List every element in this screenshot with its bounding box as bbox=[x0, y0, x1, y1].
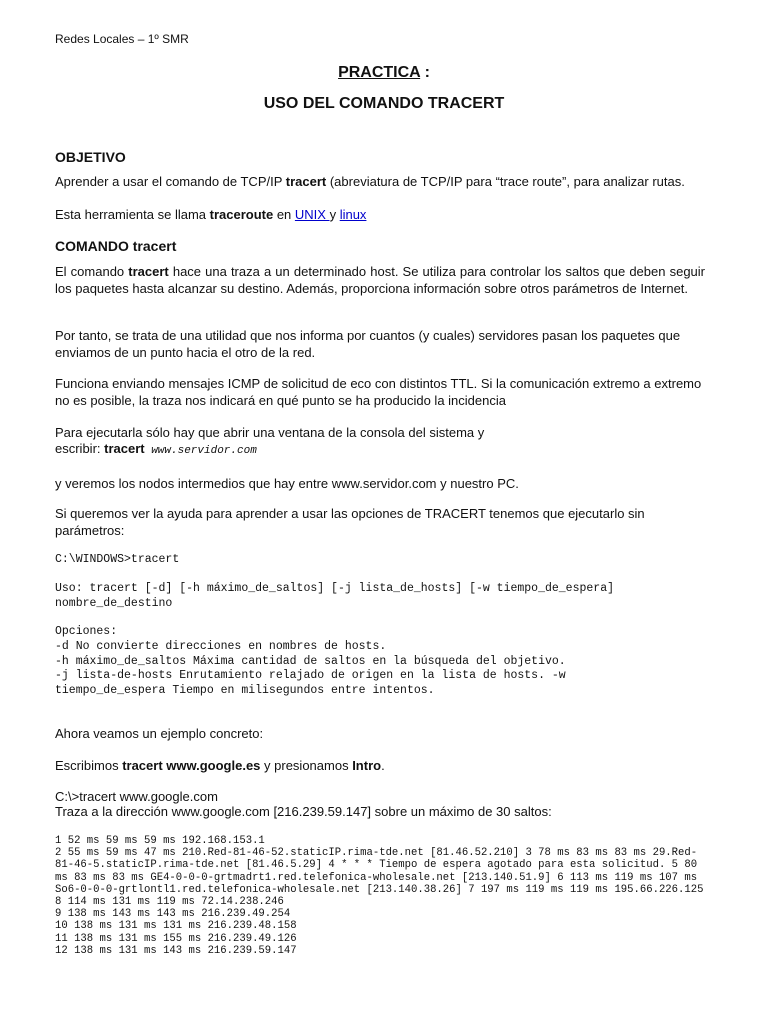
inline-code: www.servidor.com bbox=[144, 445, 257, 457]
text: en bbox=[273, 207, 295, 222]
text: Escribimos bbox=[55, 758, 123, 773]
help-option-h: -h máximo_de_saltos Máxima cantidad de saltos en la búsqueda del objetivo. bbox=[55, 655, 566, 668]
bold-text: tracert bbox=[128, 264, 169, 279]
help-command: C:\WINDOWS>tracert bbox=[55, 553, 180, 566]
section-heading-comando: COMANDO tracert bbox=[55, 238, 177, 254]
section-heading-objetivo: OBJETIVO bbox=[55, 149, 126, 165]
text: escribir: bbox=[55, 441, 105, 456]
comando-paragraph-2: Por tanto, se trata de una utilidad que nos informa por cuantos (y cuales) servidores pasan los paquetes que enviamos de un punto hacia el otro de la red. bbox=[55, 328, 681, 360]
bold-text: traceroute bbox=[209, 207, 274, 222]
comando-paragraph-6: Si queremos ver la ayuda para aprender a usar las opciones de TRACERT tenemos que ejecutarlo sin parámetros: bbox=[55, 506, 645, 538]
title-word: PRACTICA bbox=[338, 64, 421, 81]
text: El comando bbox=[55, 264, 129, 279]
help-option-j: -j lista-de-hosts Enrutamiento relajado de origen en la lista de hosts. -w bbox=[55, 669, 566, 682]
bold-text: tracert bbox=[104, 441, 145, 456]
bold-text: Intro bbox=[352, 758, 382, 773]
page-header: Redes Locales – 1º SMR bbox=[55, 32, 189, 46]
trace-line: 11 138 ms 131 ms 155 ms 216.239.49.126 bbox=[55, 932, 297, 945]
text: (abreviatura de TCP/IP para “trace route”, para analizar rutas. bbox=[326, 174, 685, 189]
ejemplo-paragraph-2 bbox=[55, 758, 705, 775]
ejemplo-command: C:\>tracert www.google.com bbox=[55, 789, 218, 804]
comando-paragraph-4-line1: Para ejecutarla sólo hay que abrir una ventana de la consola del sistema y bbox=[55, 425, 485, 440]
help-options-title: Opciones: bbox=[55, 625, 118, 638]
comando-paragraph-3: Funciona enviando mensajes ICMP de solicitud de eco con distintos TTL. Si la comunicación extremo a extremo no es posible, la traza nos indicará en qué punto se ha producido la incidencia bbox=[55, 376, 702, 408]
trace-output bbox=[55, 835, 715, 957]
trace-line: 1 52 ms 59 ms 59 ms 192.168.153.1 bbox=[55, 835, 265, 847]
help-usage-line-2: nombre_de_destino bbox=[55, 597, 173, 610]
trace-line: 9 138 ms 143 ms 143 ms 216.239.49.254 bbox=[55, 908, 291, 921]
linux-link[interactable]: linux bbox=[339, 207, 367, 222]
ejemplo-paragraph-1: Ahora veamos un ejemplo concreto: bbox=[55, 726, 264, 741]
text: y presionamos bbox=[260, 758, 353, 773]
help-usage-line-1: Uso: tracert [-d] [-h máximo_de_saltos] [-j lista_de_hosts] [-w tiempo_de_espera] bbox=[55, 582, 614, 595]
text: y bbox=[329, 207, 340, 222]
help-option-d: -d No convierte direcciones en nombres de hosts. bbox=[55, 640, 387, 653]
comando-paragraph-5: y veremos los nodos intermedios que hay entre www.servidor.com y nuestro PC. bbox=[55, 476, 519, 491]
title-suffix: : bbox=[420, 64, 430, 81]
comando-paragraph-4-line2 bbox=[55, 441, 705, 460]
trace-line: 8 114 ms 131 ms 119 ms 72.14.238.246 bbox=[55, 896, 284, 909]
help-option-w: tiempo_de_espera Tiempo en milisegundos entre intentos. bbox=[55, 684, 435, 697]
trace-line: 10 138 ms 131 ms 131 ms 216.239.48.158 bbox=[55, 920, 297, 933]
document-subtitle: USO DEL COMANDO TRACERT bbox=[263, 95, 505, 112]
text: hace una traza a un determinado host. Se utiliza para controlar los saltos que deben seguir los paquetes hasta alcanzar su destino. Además, proporciona información sobre otros parámetros de Internet. bbox=[55, 264, 705, 296]
objetivo-paragraph-2 bbox=[55, 207, 705, 224]
text: Aprender a usar el comando de TCP/IP bbox=[55, 174, 286, 189]
objetivo-paragraph-1 bbox=[55, 174, 705, 191]
bold-text: tracert bbox=[285, 174, 327, 189]
text: . bbox=[381, 758, 385, 773]
trace-line: 2 55 ms 59 ms 47 ms 210.Red-81-46-52.staticIP.rima-tde.net [81.46.52.210] 3 78 ms 83 ms 83 ms 29.Red-81-46-5.staticIP.rima-tde.net [81.46.5.29] 4 * * * Tiempo de espera agotado para esta solicitud. 5 80 ms 83 ms 83 ms GE4-0-0-0-grtmadrt1.red.telefonica-wholesale.net [213.140.51.9] 6 113 ms 119 ms 107 ms So6-0-0-0-grtlontl1.red.telefonica-wholesale.net [213.140.38.26] 7 197 ms 119 ms 119 ms 195.66.226.125 bbox=[55, 847, 704, 896]
bold-text: tracert www.google.es bbox=[122, 758, 261, 773]
document-title bbox=[0, 64, 768, 82]
ejemplo-traza: Traza a la dirección www.google.com [216.239.59.147] sobre un máximo de 30 saltos: bbox=[55, 804, 552, 819]
text: Esta herramienta se llama bbox=[55, 207, 210, 222]
unix-link[interactable]: UNIX bbox=[294, 207, 330, 222]
trace-line: 12 138 ms 131 ms 143 ms 216.239.59.147 bbox=[55, 944, 297, 957]
comando-paragraph-1 bbox=[55, 264, 705, 297]
